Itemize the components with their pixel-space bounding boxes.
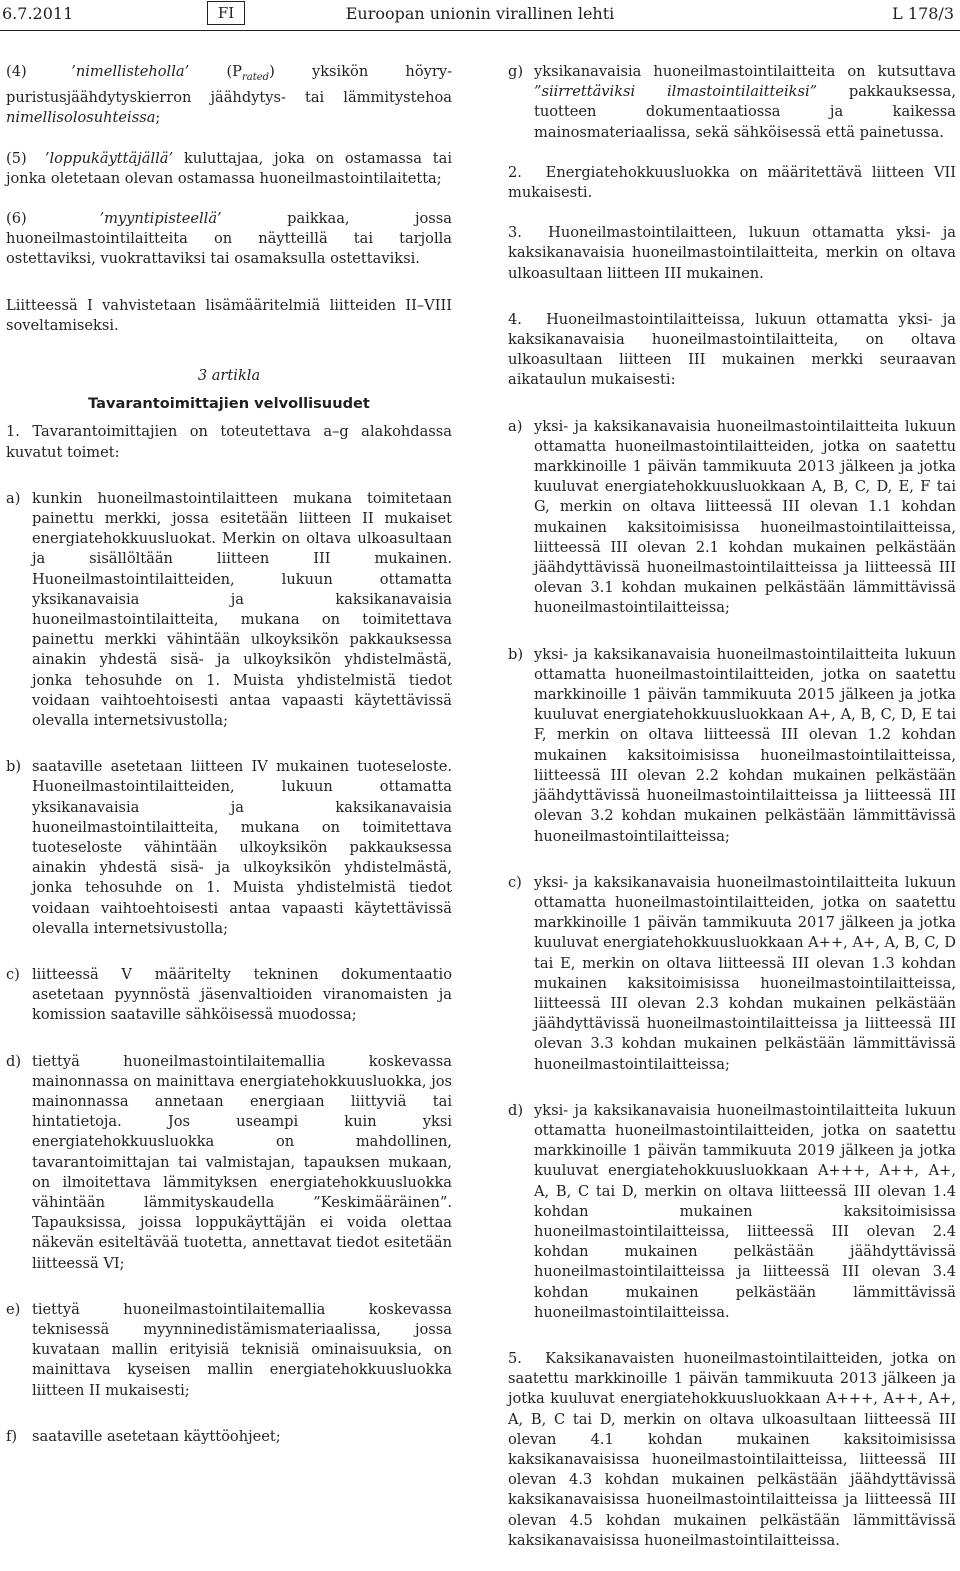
right-column	[508, 62, 956, 1571]
definition-6: (6) ’myyntipisteellä’ paikkaa, jossa huoneilmastointilaitteita on näytteillä tai tarjolla ostettaviksi, vuokrattaviksi tai osamaksulla ostettaviksi.	[6, 209, 452, 268]
schedule-item-a: a) yksi- ja kaksikanavaisia huoneilmastointilaitteita lukuun ottamatta huoneilmastointilaitteiden, jotka on saatettu markkinoille 1 päivän tammikuuta 2013 jälkeen ja jotka kuuluvat energiatehokkuusluokkaan A, B, C, D, E, F tai G, merkin on oltava liitteessä III olevan 1.1 kohdan mukainen kaksitoimisissa huoneilmastointilaitteissa, liitteessä III olevan 2.1 kohdan mukainen pelkästään jäähdyttävissä huoneilmastointilaitteissa ja liitteessä III olevan 3.1 kohdan mukainen pelkästään lämmittävissä huoneilmastointilaitteissa;	[508, 417, 956, 617]
annex-note: Liitteessä I vahvistetaan lisämääritelmiä liitteiden II–VIII soveltamiseksi.	[6, 296, 452, 334]
paragraph-5: 5. Kaksikanavaisten huoneilmastointilaitteiden, jotka on saatettu markkinoille 1 päivän tammikuuta 2013 jälkeen ja jotka kuuluvat energiatehokkuusluokkaan A+++, A++, A+, A, B, C tai D, merkin on oltava ulkoasultaan liitteessä III olevan 4.1 kohdan mukainen kaksitoimisissa kaksikanavaisissa huoneilmastointilaitteissa, liitteessä III olevan 4.3 kohdan mukainen pelkästään jäähdyttävissä kaksikanavaisissa huoneilmastointilaitteissa ja liitteessä III olevan 4.5 kohdan mukainen pelkästään lämmittävissä kaksikanavaisissa huoneilmastointilaitteissa.	[508, 1349, 957, 1549]
list-item-d: d) tiettyä huoneilmastointilaitemallia koskevassa mainonnassa on mainittava energiatehokkuusluokka, jos mainonnassa annetaan energiaan liittyviä tai hintatietoja. Jos useampi kuin yksi energiatehokkuusluokka on mahdollinen, tavarantoimittajan tai valmistajan, tapauksen mukaan, on ilmoitettava lämmityksen energiatehokkuusluokka vähintään lämmityskaudella ”Keskimääräinen”. Tapauksissa, joissa loppukäyttäjän ei voida olettaa näkevän esiteltävää tuotetta, annettavat tiedot esitetään liitteessä VI;	[6, 1052, 452, 1272]
journal-title: Euroopan unionin virallinen lehti	[345, 4, 615, 23]
definition-4: (4) ’nimellisteholla’ $(P_{rated})$ yksikön höyry-puristusjäähdytyskierron jäähdytys- tai lämmitystehoa nimellisolosuhteissa;	[6, 63, 453, 127]
term-siirrettava: ”siirrettäviksi ilmastointilaitteiksi”	[534, 83, 818, 101]
term-myyntipiste: ’myyntipisteellä’	[99, 209, 222, 227]
term-nimellisteho: ’nimellisteholla’	[71, 63, 190, 80]
page-header	[0, 0, 960, 28]
schedule-item-d: d) yksi- ja kaksikanavaisia huoneilmastointilaitteita lukuun ottamatta huoneilmastointilaitteiden, jotka on saatettu markkinoille 1 päivän tammikuuta 2019 jälkeen ja jotka kuuluvat energiatehokkuusluokkaan A+++, A++, A+, A, B, C tai D, merkin on oltava liitteessä III olevan 1.4 kohdan mukainen kaksitoimisissa huoneilmastointilaitteissa, liitteessä III olevan 2.4 kohdan mukainen pelkästään jäähdyttävissä huoneilmastointilaitteissa ja liitteessä III olevan 3.4 kohdan mukainen pelkästään lämmittävissä huoneilmastointilaitteissa.	[508, 1101, 956, 1321]
list-item-c: c) liitteessä V määritelty tekninen dokumentaatio asetetaan pyynnöstä jäsenvaltioiden viranomaisten ja komission saataville sähköisessä muodossa;	[6, 966, 452, 1024]
definition-5: (5) ’loppukäyttäjällä’ kuluttajaa, joka on ostamassa tai jonka oletetaan olevan ostamassa huoneilmastointilaitetta;	[6, 149, 452, 187]
list-item-g: g) yksikanavaisia huoneilmastointilaitteita on kutsuttava ”siirrettäviksi ilmastointilaitteiksi” pakkauksessa, tuotteen dokumentaatiossa ja kaikessa mainosmateriaalissa, sekä sähköisessä että painetussa.	[508, 63, 956, 141]
paragraph-1: 1. Tavarantoimittajien on toteutettava a–g alakohdassa kuvatut toimet:	[6, 423, 452, 461]
schedule-item-b: b) yksi- ja kaksikanavaisia huoneilmastointilaitteita lukuun ottamatta huoneilmastointilaitteiden, jotka on saatettu markkinoille 1 päivän tammikuuta 2015 jälkeen ja jotka kuuluvat energiatehokkuusluokkaan A+, A, B, C, D, E tai F, merkin on oltava liitteessä III olevan 1.2 kohdan mukainen kaksitoimisissa huoneilmastointilaitteissa, liitteessä III olevan 2.2 kohdan mukainen pelkästään jäähdyttävissä huoneilmastointilaitteissa ja liitteessä III olevan 3.2 kohdan mukainen pelkästään lämmittävissä huoneilmastointilaitteissa;	[508, 645, 956, 845]
left-column	[6, 62, 452, 1467]
publication-date: 6.7.2011	[2, 4, 74, 23]
list-item-a: a) kunkin huoneilmastointilaitteen mukana toimitetaan painettu merkki, jossa esitetään liitteen II mukaiset energiatehokkuusluokat. Merkin on oltava ulkoasultaan ja sisällöltään liitteen III mukainen. Huoneilmastointilaitteiden, lukuun ottamatta yksikanavaisia ja kaksikanavaisia huoneilmastointilaitteita, mukana on toimitettava painettu merkki vähintään ulkoyksikön pakkauksessa ainakin yhdestä sisä- ja ulkoyksikön yhdistelmästä, jonka tehosuhde on 1. Muista yhdistelmistä tiedot voidaan vaihtoehtoisesti antaa vapaasti käytettävissä olevalla internetsivustolla;	[6, 489, 452, 729]
schedule-item-c: c) yksi- ja kaksikanavaisia huoneilmastointilaitteita lukuun ottamatta huoneilmastointilaitteiden, jotka on saatettu markkinoille 1 päivän tammikuuta 2017 jälkeen ja jotka kuuluvat energiatehokkuusluokkaan A++, A+, A, B, C, D tai E, merkin on oltava liitteessä III olevan 1.3 kohdan mukainen kaksitoimisissa huoneilmastointilaitteissa, liitteessä III olevan 2.3 kohdan mukainen pelkästään jäähdyttävissä huoneilmastointilaitteissa ja liitteessä III olevan 3.3 kohdan mukainen pelkästään lämmittävissä huoneilmastointilaitteissa;	[508, 873, 956, 1073]
header-rule	[0, 30, 960, 31]
term-loppukayttaja: ’loppukäyttäjällä’	[44, 149, 174, 167]
page-number: L 178/3	[892, 4, 954, 23]
paragraph-3: 3. Huoneilmastointilaitteen, lukuun ottamatta yksi- ja kaksikanavaisia huoneilmastointilaitteita, merkin on oltava ulkoasultaan liitteen III mukainen.	[508, 224, 956, 282]
paragraph-4: 4. Huoneilmastointilaitteissa, lukuun ottamatta yksi- ja kaksikanavaisia huoneilmastointilaitteita, on oltava ulkoasultaan liitteen III mukainen merkki seuraavan aikataulun mukaisesti:	[508, 310, 956, 389]
list-item-b: b) saataville asetetaan liitteen IV mukainen tuoteseloste. Huoneilmastointilaitteiden, lukuun ottamatta yksikanavaisia ja kaksikanavaisia huoneilmastointilaitteita, mukana on toimitettava tuoteseloste vähintään ulkoyksikön pakkauksessa ainakin yhdestä sisä- ja ulkoyksikön yhdistelmästä, jonka tehosuhde on 1. Muista yhdistelmistä tiedot voidaan vaihtoehtoisesti antaa vapaasti käytettävissä olevalla internetsivustolla;	[6, 758, 452, 937]
paragraph-2: 2. Energiatehokkuusluokka on määritettävä liitteen VII mukaisesti.	[508, 163, 957, 202]
language-box: FI	[207, 1, 245, 25]
article-title: Tavarantoimittajien velvollisuudet	[88, 395, 370, 413]
list-item-e: e) tiettyä huoneilmastointilaitemallia koskevassa teknisessä myynninedistämismateriaalissa, jossa kuvataan mallin erityisiä teknisiä ominaisuuksia, on mainittava kyseisen mallin energiatehokkuusluokka liitteen II mukaisesti;	[6, 1300, 452, 1399]
list-item-f: f) saataville asetetaan käyttöohjeet;	[6, 1427, 281, 1445]
article-number: 3 artikla	[197, 366, 261, 384]
